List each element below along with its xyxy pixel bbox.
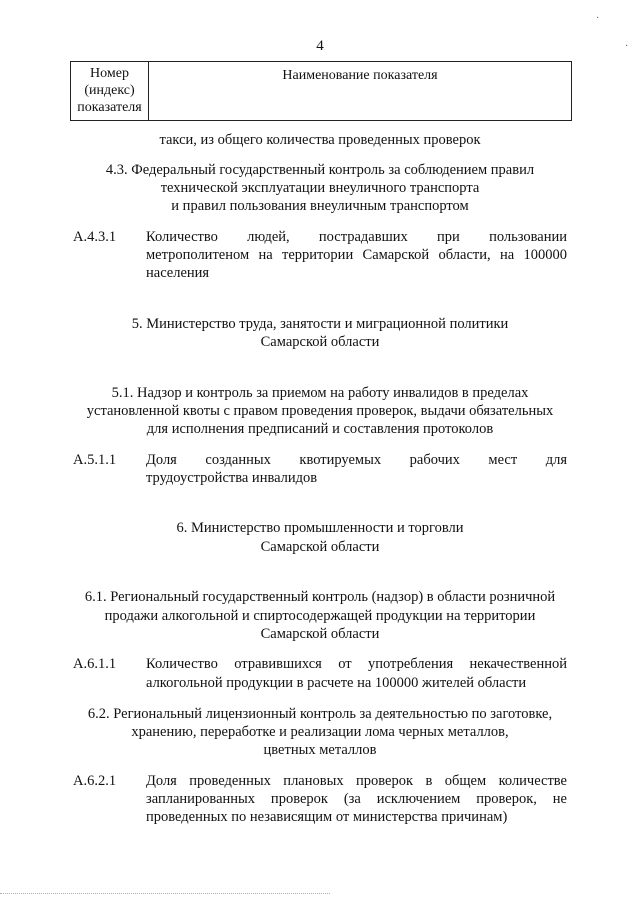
indicator-text: трудоустройства инвалидов [146, 470, 318, 486]
scan-speck: · [596, 13, 600, 24]
indicator-code: А.4.3.1 [73, 229, 117, 245]
section-4-3-title: и правил пользования внеуличным транспортом [171, 198, 469, 214]
section-4-3-title: 4.3. Федеральный государственный контроль за соблюдением правил [105, 162, 535, 178]
header-index-line: (индекс) [84, 83, 135, 98]
section-6-2-title: хранению, переработке и реализации лома черных металлов, [131, 724, 509, 740]
indicator-text: Количество людей, пострадавших при пользовании [146, 229, 567, 245]
section-6-1-title: Самарской области [260, 626, 380, 642]
section-4-3-title: технической эксплуатации внеуличного транспорта [160, 180, 480, 196]
section-6-2-title: цветных металлов [263, 742, 377, 758]
ministry-5-title: 5. Министерство труда, занятости и миграционной политики [131, 316, 509, 332]
ministry-6-title: 6. Министерство промышленности и торговли [176, 520, 464, 536]
section-5-1-title: для исполнения предписаний и составления протоколов [146, 421, 494, 437]
header-name-column: Наименование показателя [282, 68, 438, 83]
indicator-text: метрополитеном на территории Самарской области, на 100000 [146, 247, 567, 263]
section-6-1-title: 6.1. Региональный государственный контроль (надзор) в области розничной [84, 589, 556, 605]
header-index-column [71, 62, 149, 120]
page-number: 4 [316, 38, 324, 54]
indicator-text: проведенных по независящим от министерства причинам) [146, 809, 508, 825]
section-6-2-title: 6.2. Региональный лицензионный контроль за деятельностью по заготовке, [87, 706, 553, 722]
indicator-code: А.6.2.1 [73, 773, 117, 789]
indicator-text: Доля проведенных плановых проверок в общем количестве [146, 773, 567, 789]
indicator-text: алкогольной продукции в расчете на 100000 жителей области [146, 675, 527, 691]
continuation-text: такси, из общего количества проведенных проверок [159, 132, 481, 148]
section-6-1-title: продажи алкогольной и спиртосодержащей продукции на территории [104, 608, 536, 624]
indicator-text: Доля созданных квотируемых рабочих мест для [146, 452, 567, 468]
scan-speck: · [625, 41, 629, 52]
header-table [70, 61, 572, 121]
indicator-code: А.5.1.1 [73, 452, 117, 468]
header-index-line: показателя [77, 100, 142, 115]
section-5-1-title: установленной квоты с правом проведения проверок, выдачи обязательных [86, 403, 554, 419]
indicator-text: населения [146, 265, 210, 281]
scan-artifact-line [0, 893, 330, 895]
ministry-5-title: Самарской области [260, 334, 380, 350]
ministry-6-title: Самарской области [260, 539, 380, 555]
indicator-text: Количество отравившихся от употребления некачественной [146, 656, 567, 672]
indicator-code: А.6.1.1 [73, 656, 117, 672]
indicator-text: запланированных проверок (за исключением проверок, не [146, 791, 567, 807]
section-5-1-title: 5.1. Надзор и контроль за приемом на работу инвалидов в пределах [111, 385, 529, 401]
header-index-line: Номер [90, 66, 129, 81]
